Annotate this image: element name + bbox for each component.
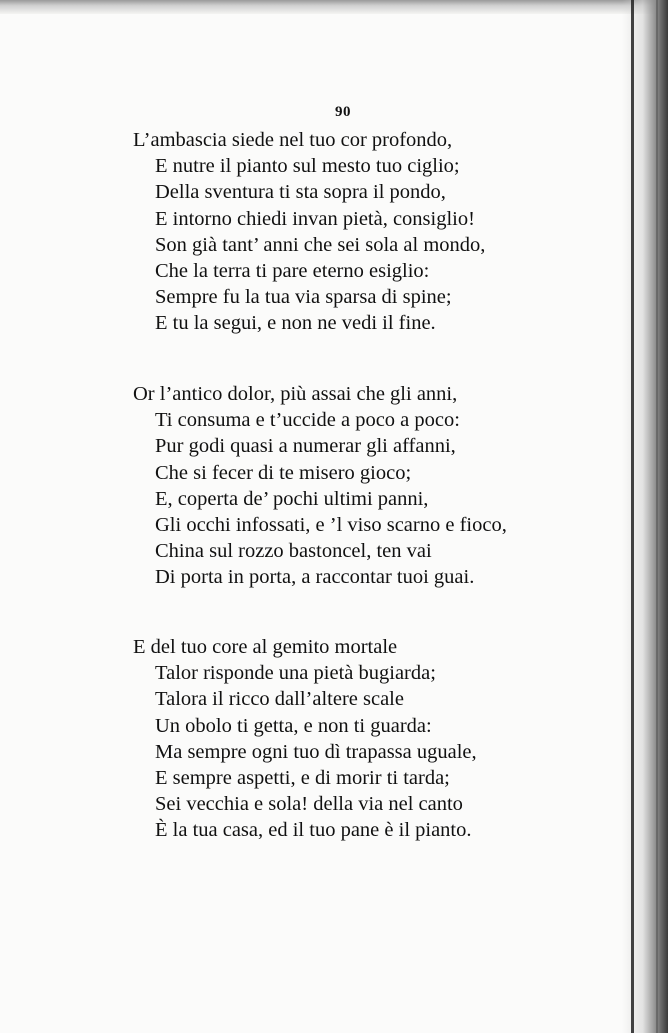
verse-line: E intorno chiedi invan pietà, consiglio! [155,207,475,230]
verse-line: Che la terra ti pare eterno esiglio: [155,260,430,283]
binding-line [631,0,634,1033]
verse-line: Un obolo ti getta, e non ti guarda: [155,714,432,737]
verse-line: E del tuo core al gemito mortale [133,636,398,658]
verse-line: Talora il ricco dall’altere scale [155,688,404,711]
verse-line: Or l’antico dolor, più assai che gli anni, [133,383,458,405]
verse-line: Sei vecchia e sola! della via nel canto [155,793,463,816]
page-edge-line [656,0,658,1033]
verse-line: Della sventura ti sta sopra il pondo, [155,181,446,204]
verse-line: E sempre aspetti, e di morir ti tarda; [155,767,450,790]
verse-line: E tu la segui, e non ne vedi il fine. [155,312,436,335]
verse-line: Che si fecer di te misero gioco; [155,461,412,484]
stanza-2 [133,381,563,591]
page-number: 90 [335,104,351,120]
stanza-1 [133,127,563,337]
verse-line: L’ambascia siede nel tuo cor profondo, [133,129,453,151]
verse-line: China sul rozzo bastoncel, ten vai [155,540,432,563]
stanza-3 [133,634,563,844]
verse-line: Di porta in porta, a raccontar tuoi guai. [155,566,475,589]
verse-line: Gli occhi infossati, e ’l viso scarno e fioco, [155,514,507,537]
verse-line: E nutre il pianto sul mesto tuo ciglio; [155,155,460,178]
verse-line: Sempre fu la tua via sparsa di spine; [155,286,452,309]
verse-line: Son già tant’ anni che sei sola al mondo, [155,233,486,256]
verse-line: Ti consuma e t’uccide a poco a poco: [155,409,460,432]
verse-line: È la tua casa, ed il tuo pane è il pianto. [155,819,472,842]
verse-line: Pur godi quasi a numerar gli affanni, [155,435,456,458]
verse-line: E, coperta de’ pochi ultimi panni, [155,487,429,510]
verse-line: Talor risponde una pietà bugiarda; [155,662,436,685]
scan-top-edge [0,0,668,14]
binding-shadow [622,0,668,1033]
verse-line: Ma sempre ogni tuo dì trapassa uguale, [155,740,477,763]
